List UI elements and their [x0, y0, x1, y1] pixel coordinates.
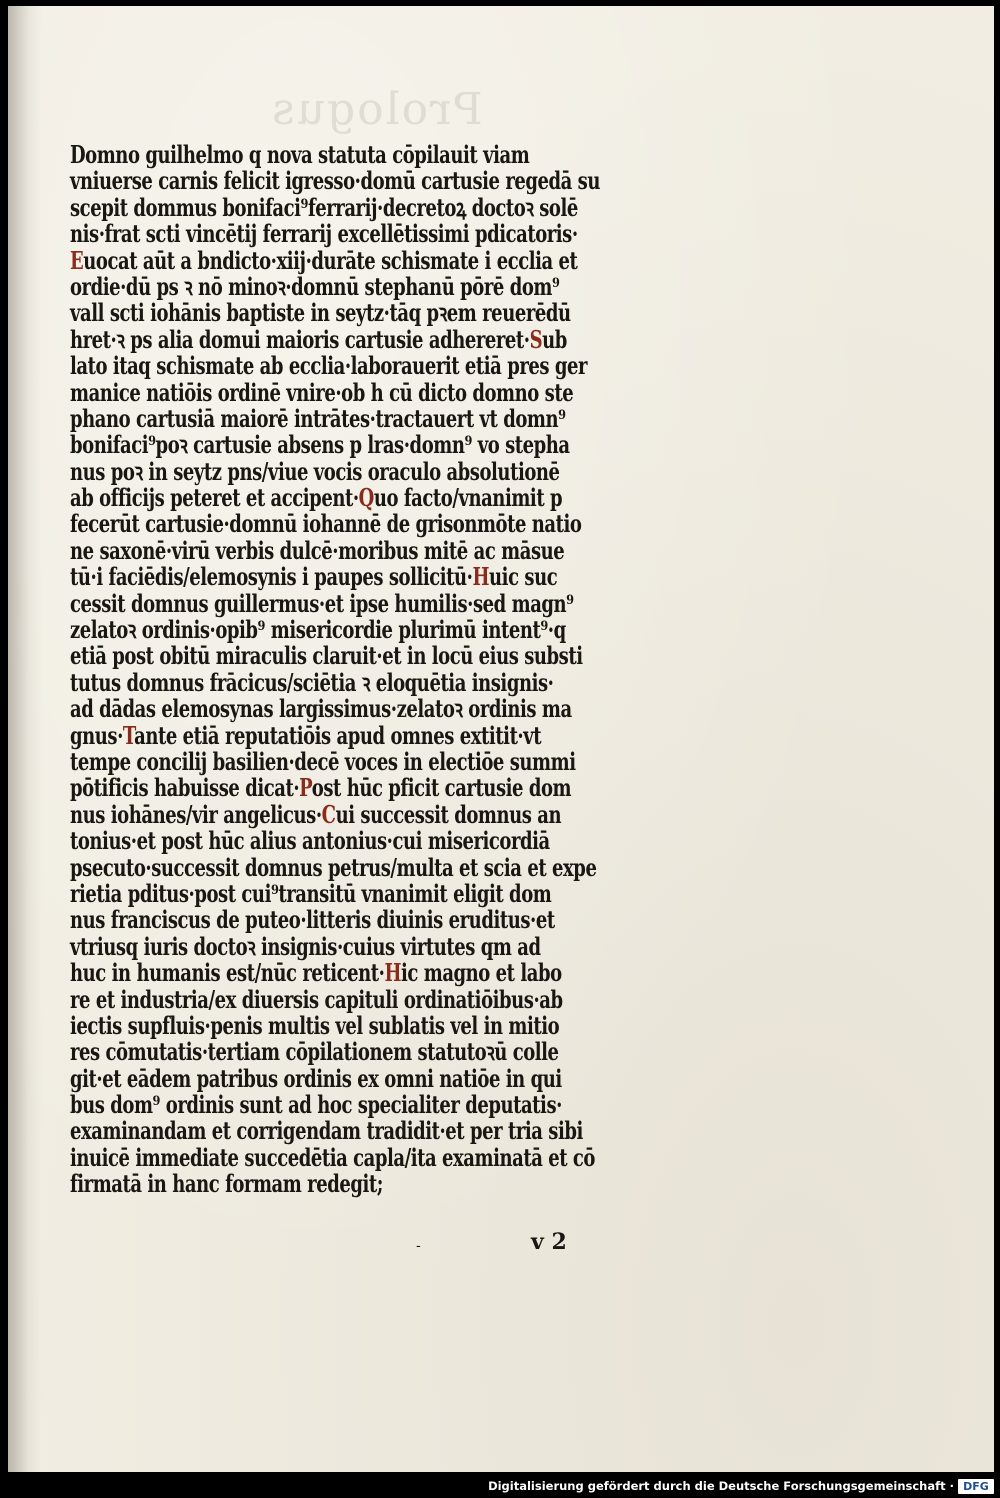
line-text: lato itaq schismate ab ecclia·laborauerit etiā pres ger: [70, 351, 588, 381]
text-line: [70, 166, 600, 196]
dfg-logo: DFG: [958, 1479, 994, 1494]
text-line: [70, 931, 541, 961]
text-line: [70, 667, 554, 697]
line-text: etiā post obitū miraculis claruit·et in locū eius substi: [70, 641, 583, 671]
text-line: [70, 456, 560, 486]
rubric-initial: P: [299, 773, 312, 803]
text-line: [70, 1142, 595, 1172]
text-line: [70, 905, 555, 935]
line-text: scepit dommus bonifaci⁹ferrarij·decretoꝝ doctoꝛ solē: [70, 192, 578, 222]
signature-mark: v 2: [531, 1229, 567, 1255]
text-line: [70, 430, 570, 460]
footer-credit: Digitalisierung gefördert durch die Deutsche Forschungsgemeinschaft ·: [488, 1479, 954, 1493]
line-text: manice natiōis ordinē vnire·ob h cū dicto domno ste: [70, 377, 574, 407]
text-line: [70, 219, 578, 249]
line-text: git·et eādem patribus ordinis ex omni natiōe in qui: [70, 1063, 562, 1093]
line-text: nis·frat scti vincētij ferrarij excellētissimi pdicatoris·: [70, 219, 578, 249]
text-line: [70, 720, 542, 750]
text-line: [70, 535, 565, 565]
text-line: [70, 1010, 560, 1040]
text-line: [70, 641, 583, 671]
text-line: [70, 192, 578, 222]
text-line: [70, 509, 582, 539]
text-line: [70, 1063, 562, 1093]
text-line: [70, 1171, 509, 1197]
line-text: examinandam et corrigendam tradidit·et per tria sibi: [70, 1116, 583, 1146]
text-line: [70, 694, 572, 724]
line-text: pōtificis habuisse dicat·Post hūc pficit cartusie dom: [70, 773, 572, 803]
line-text: tempe concilij basilien·decē voces in electiōe summi: [70, 746, 576, 776]
line-text: hret·ꝛ ps alia domui maioris cartusie adhereret·Sub: [70, 324, 567, 354]
line-text: gnus·Tante etiā reputatiōis apud omnes extitit·vt: [70, 720, 542, 750]
line-text: ne saxonē·virū verbis dulcē·moribus mitē ac māsue: [70, 535, 565, 565]
text-line: [70, 1116, 583, 1146]
line-text: rietia pditus·post cui⁹transitū vnanimit eligit dom: [70, 878, 552, 908]
line-text: re et industria/ex diuersis capituli ordinatiōibus·ab: [70, 984, 563, 1014]
text-line: [70, 271, 560, 301]
text-line: [70, 1037, 559, 1067]
gutter-shadow: [8, 6, 42, 1472]
line-text: zelatoꝛ ordinis·opib⁹ misericordie plurimū intent⁹·q: [70, 615, 566, 645]
text-line: [70, 351, 588, 381]
footer-bar: [0, 1476, 1000, 1498]
text-line: [70, 984, 563, 1014]
text-line: [70, 615, 566, 645]
line-text: Domno guilhelmo q nova statuta cōpilauit viam: [70, 140, 530, 169]
line-text: huc in humanis est/nūc reticent·Hic magno et labo: [70, 958, 562, 988]
text-line: [70, 958, 562, 988]
line-text: tū·i faciēdis/elemosynis i paupes sollicitū·Huic suc: [70, 562, 558, 592]
line-text: ordie·dū ps ꝛ nō minoꝛ·domnū stephanū pōrē dom⁹: [70, 271, 560, 301]
rubric-initial: Q: [358, 483, 374, 513]
rubric-initial: E: [70, 245, 84, 275]
text-line: [70, 588, 574, 618]
line-text: tutus domnus frācicus/sciētia ꝛ eloquētia insignis·: [70, 667, 554, 697]
text-line: [70, 377, 574, 407]
line-text: ad dādas elemosynas largissimus·zelatoꝛ ordinis ma: [70, 694, 572, 724]
rubric-initial: H: [384, 958, 402, 988]
line-text: iectis supfluis·penis multis vel sublatis vel in mitio: [70, 1010, 560, 1040]
text-line: [70, 878, 552, 908]
text-line: [70, 852, 597, 882]
line-text: psecuto·successit domnus petrus/multa et scia et expe: [70, 852, 597, 882]
line-text: nus iohānes/vir angelicus·Cui successit domnus an: [70, 799, 562, 829]
text-line: [70, 799, 562, 829]
text-line: [70, 826, 550, 856]
text-line: [70, 140, 530, 169]
line-text: nus franciscus de puteo·litteris diuinis eruditus·et: [70, 905, 555, 935]
rubric-initial: S: [529, 324, 543, 354]
text-line: [70, 773, 572, 803]
line-text: tonius·et post hūc alius antonius·cui misericordiā: [70, 826, 550, 856]
bleed-through-text: Prologus: [270, 84, 483, 135]
text-line: [70, 403, 566, 433]
page-mark: -: [416, 1238, 421, 1254]
rubric-initial: T: [122, 720, 135, 750]
line-text: firmatā in hanc formam redegit;: [70, 1169, 383, 1199]
line-text: cessit domnus guillermus·et ipse humilis·sed magn⁹: [70, 588, 574, 618]
line-text: bonifaci⁹poꝛ cartusie absens p lras·domn⁹ vo stepha: [70, 430, 570, 460]
text-line: [70, 483, 563, 513]
text-line: [70, 1090, 562, 1120]
line-text: vniuerse carnis felicit igresso·domū cartusie regedā su: [70, 166, 600, 196]
text-line: [70, 324, 567, 354]
line-text: res cōmutatis·tertiam cōpilationem statutoꝛū colle: [70, 1037, 559, 1067]
rubric-initial: C: [321, 799, 336, 829]
text-line: [70, 245, 578, 275]
text-line: [70, 562, 558, 592]
line-text: vtriusq iuris doctoꝛ insignis·cuius virtutes qm ad: [70, 931, 541, 961]
rubric-initial: H: [472, 562, 490, 592]
line-text: Euocat aūt a bndicto·xiij·durāte schismate i ecclia et: [70, 245, 578, 275]
line-text: nus poꝛ in seytz pns/viue vocis oraculo absolutionē: [70, 456, 560, 486]
text-block: [70, 142, 655, 1198]
text-line: [70, 746, 576, 776]
line-text: ab officijs peteret et accipent·Quo facto/vnanimit p: [70, 483, 563, 513]
text-line: [70, 298, 571, 328]
line-text: vall scti iohānis baptiste in seytz·tāq pꝛem reuerēdū: [70, 298, 571, 328]
line-text: inuicē immediate succedētia capla/ita examinatā et cō: [70, 1142, 595, 1172]
line-text: fecerūt cartusie·domnū iohannē de grisonmōte natio: [70, 509, 582, 539]
scanned-page: [8, 6, 994, 1472]
line-text: bus dom⁹ ordinis sunt ad hoc specialiter deputatis·: [70, 1090, 562, 1120]
line-text: phano cartusiā maiorē intrātes·tractauert vt domn⁹: [70, 403, 566, 433]
